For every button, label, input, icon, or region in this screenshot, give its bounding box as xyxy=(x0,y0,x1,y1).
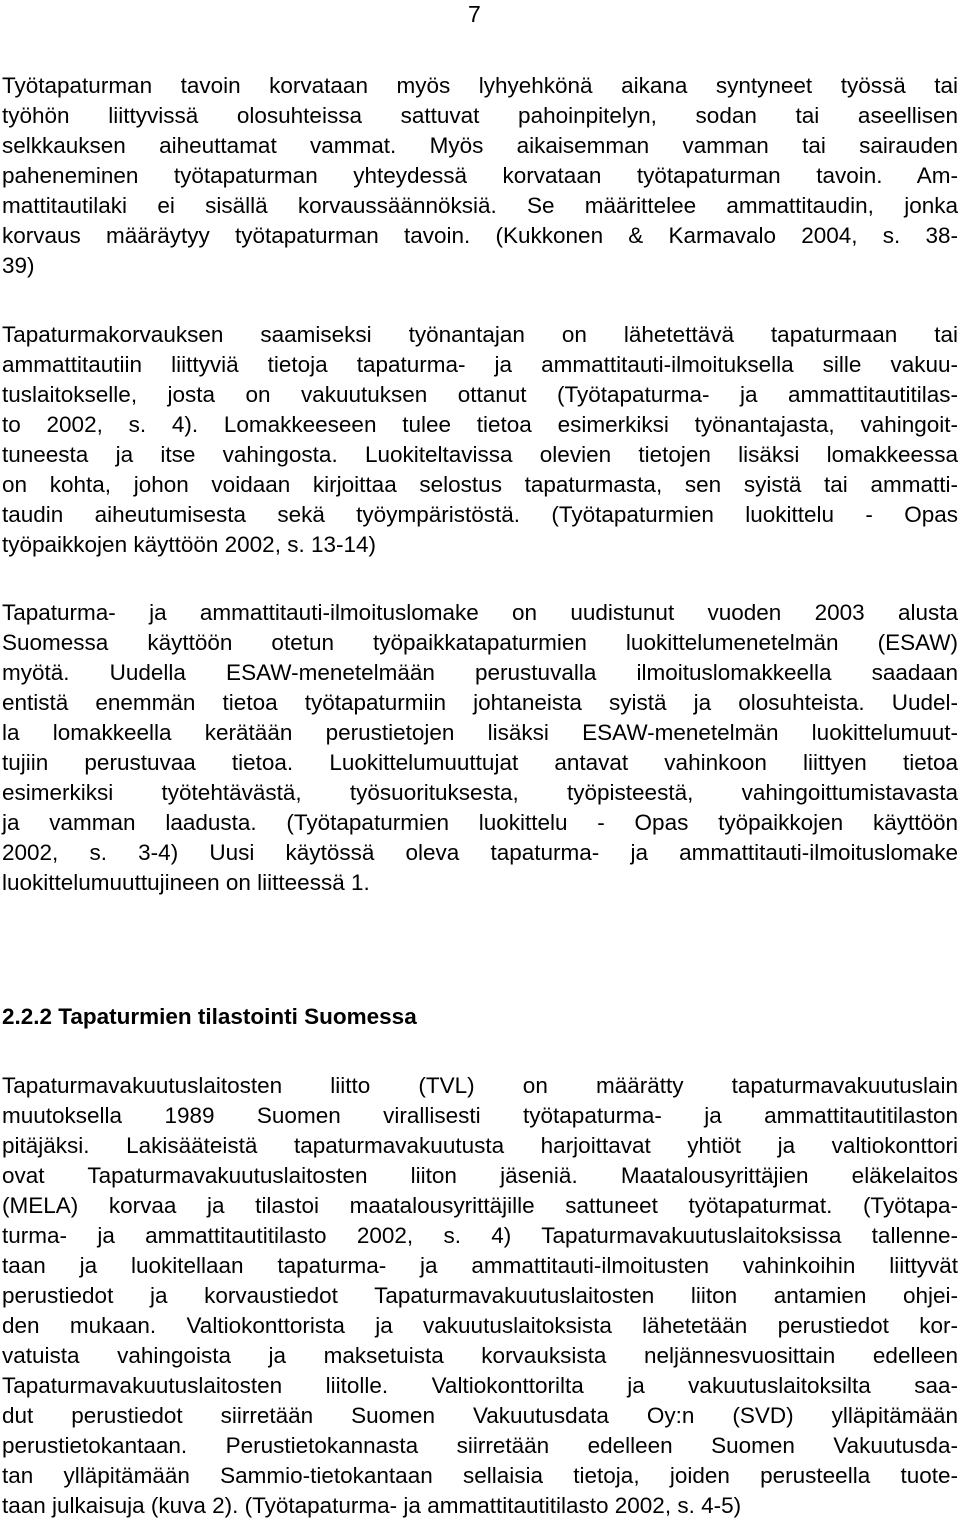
text-line: luokittelumuuttujineen on liitteessä 1. xyxy=(2,870,370,895)
text-line: tan ylläpitämään Sammio-tietokantaan sellaisia tietoja, joiden perusteella tuote- xyxy=(2,1463,958,1488)
text-line: tujiin perustuvaa tietoa. Luokittelumuuttujat antavat vahinkoon liittyen tietoa xyxy=(2,750,958,775)
text-line: tuneesta ja itse vahingosta. Luokiteltavissa olevien tietojen lisäksi lomakkeessa xyxy=(2,442,958,467)
text-line: myötä. Uudella ESAW-menetelmään perustuvalla ilmoituslomakkeella saadaan xyxy=(2,660,958,685)
text-line: tuslaitokselle, josta on vakuutuksen ottanut (Työtapaturma- ja ammattitautitilas- xyxy=(2,382,958,407)
text-line: den mukaan. Valtiokonttorista ja vakuutuslaitoksista lähetetään perustiedot kor- xyxy=(2,1313,958,1338)
text-line: 2002, s. 3-4) Uusi käytössä oleva tapaturma- ja ammattitauti-ilmoituslomake xyxy=(2,840,958,865)
text-line: työhön liittyvissä olosuhteissa sattuvat pahoinpitelyn, sodan tai aseellisen xyxy=(2,103,958,128)
text-line: taudin aiheutumisesta sekä työympäristöstä. (Työtapaturmien luokittelu - Opas xyxy=(2,502,958,527)
text-line: mattitautilaki ei sisällä korvaussäännöksiä. Se määrittelee ammattitaudin, jonka xyxy=(2,193,958,218)
text-line: ammattitautiin liittyviä tietoja tapaturma- ja ammattitauti-ilmoituksella sille vakuu- xyxy=(2,352,958,377)
text-line: Suomessa käyttöön otetun työpaikkatapaturmien luokittelumenetelmän (ESAW) xyxy=(2,630,958,655)
section-heading: 2.2.2 Tapaturmien tilastointi Suomessa xyxy=(2,1004,417,1029)
text-line: pitäjäksi. Lakisääteistä tapaturmavakuutusta harjoittavat yhtiöt ja valtiokonttori xyxy=(2,1133,958,1158)
text-line: perustiedot ja korvaustiedot Tapaturmavakuutuslaitosten liiton antamien ohjei- xyxy=(2,1283,958,1308)
page-number: 7 xyxy=(468,1,481,27)
text-line: paheneminen työtapaturman yhteydessä korvataan työtapaturman tavoin. Am- xyxy=(2,163,958,188)
text-line: Tapaturma- ja ammattitauti-ilmoituslomake on uudistunut vuoden 2003 alusta xyxy=(2,600,958,625)
text-line: korvaus määräytyy työtapaturman tavoin. (Kukkonen & Karmavalo 2004, s. 38- xyxy=(2,223,958,248)
text-line: taan ja luokitellaan tapaturma- ja ammattitauti-ilmoitusten vahinkoihin liittyvät xyxy=(2,1253,958,1278)
text-line: esimerkiksi työtehtävästä, työsuorituksesta, työpisteestä, vahingoittumistavasta xyxy=(2,780,958,805)
text-line: 39) xyxy=(2,253,35,278)
text-line: työpaikkojen käyttöön 2002, s. 13-14) xyxy=(2,532,376,557)
text-line: on kohta, johon voidaan kirjoittaa selostus tapaturmasta, sen syistä tai ammatti- xyxy=(2,472,958,497)
text-line: (MELA) korvaa ja tilastoi maatalousyrittäjille sattuneet työtapaturmat. (Työtapa- xyxy=(2,1193,958,1218)
text-line: to 2002, s. 4). Lomakkeeseen tulee tietoa esimerkiksi työnantajasta, vahingoit- xyxy=(2,412,958,437)
text-line: ovat Tapaturmavakuutuslaitosten liiton jäseniä. Maatalousyrittäjien eläkelaitos xyxy=(2,1163,958,1188)
text-line: perustietokantaan. Perustietokannasta siirretään edelleen Suomen Vakuutusda- xyxy=(2,1433,958,1458)
text-line: ja vamman laadusta. (Työtapaturmien luokittelu - Opas työpaikkojen käyttöön xyxy=(2,810,958,835)
text-line: Tapaturmavakuutuslaitosten liitolle. Valtiokonttorilta ja vakuutuslaitoksilta saa- xyxy=(2,1373,958,1398)
text-line: entistä enemmän tietoa työtapaturmiin johtaneista syistä ja olosuhteista. Uudel- xyxy=(2,690,958,715)
text-line: turma- ja ammattitautitilasto 2002, s. 4) Tapaturmavakuutuslaitoksissa tallenne- xyxy=(2,1223,958,1248)
text-line: dut perustiedot siirretään Suomen Vakuutusdata Oy:n (SVD) ylläpitämään xyxy=(2,1403,958,1428)
text-line: muutoksella 1989 Suomen virallisesti työtapaturma- ja ammattitautitilaston xyxy=(2,1103,958,1128)
text-line: Työtapaturman tavoin korvataan myös lyhyehkönä aikana syntyneet työssä tai xyxy=(2,73,958,98)
text-line: Tapaturmavakuutuslaitosten liitto (TVL) on määrätty tapaturmavakuutuslain xyxy=(2,1073,958,1098)
text-line: selkkauksen aiheuttamat vammat. Myös aikaisemman vamman tai sairauden xyxy=(2,133,958,158)
text-line: Tapaturmakorvauksen saamiseksi työnantajan on lähetettävä tapaturmaan tai xyxy=(2,322,958,347)
text-line: la lomakkeella kerätään perustietojen lisäksi ESAW-menetelmän luokittelumuut- xyxy=(2,720,958,745)
text-line: vatuista vahingoista ja maksetuista korvauksista neljännesvuosittain edelleen xyxy=(2,1343,958,1368)
text-line: taan julkaisuja (kuva 2). (Työtapaturma- ja ammattitautitilasto 2002, s. 4-5) xyxy=(2,1493,742,1518)
